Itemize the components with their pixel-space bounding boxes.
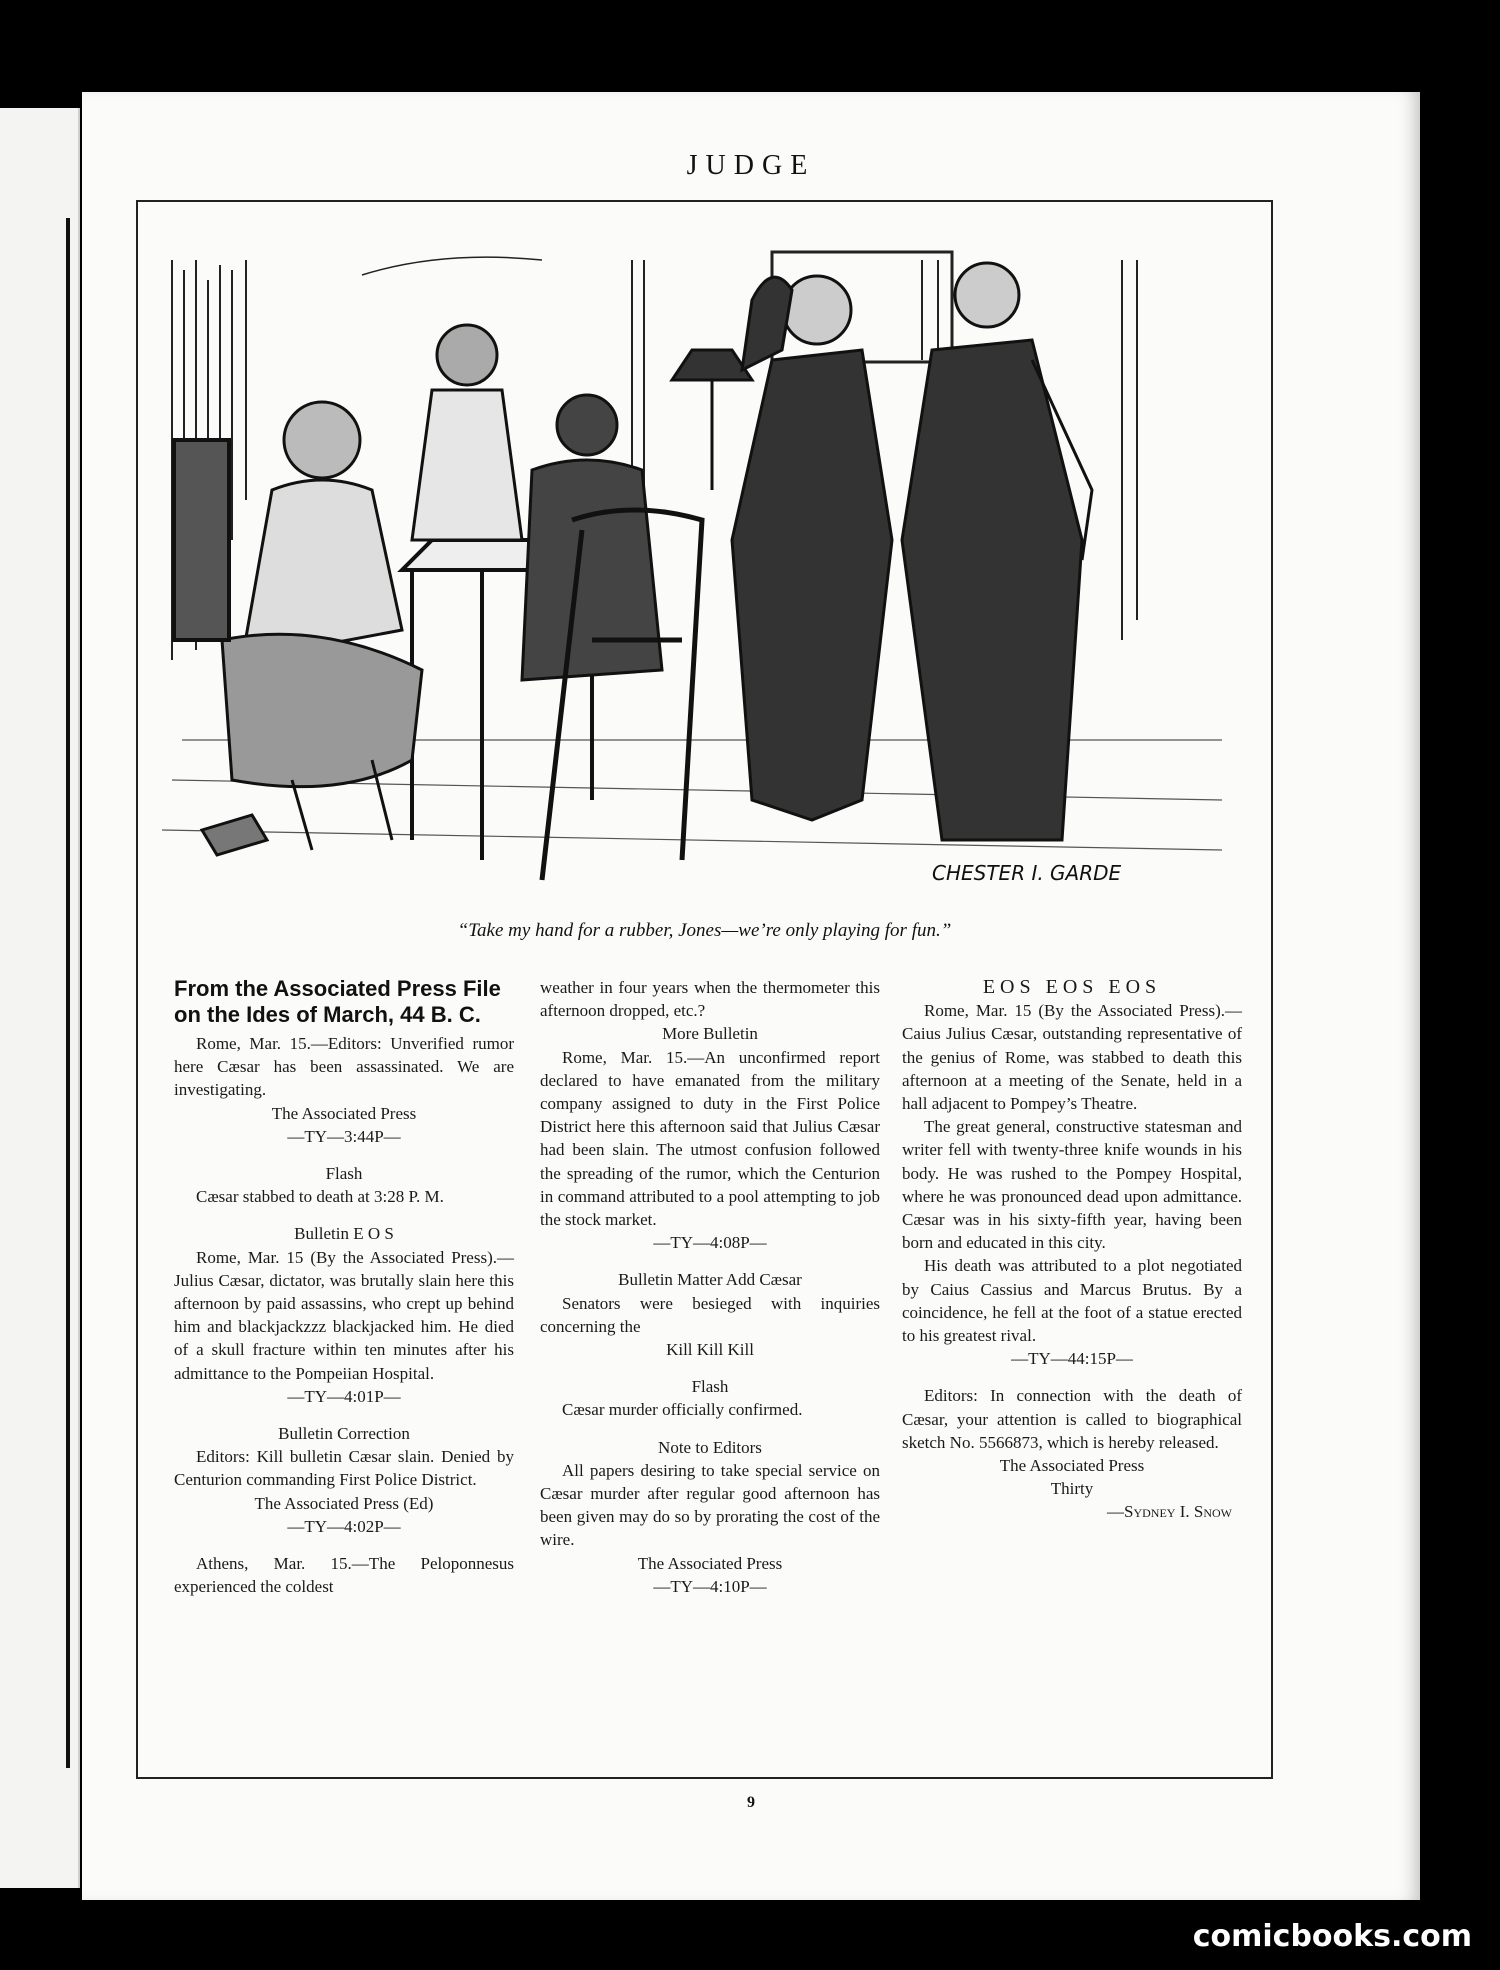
kill-line: Kill Kill Kill xyxy=(666,1340,754,1360)
continuation-paragraph: weather in four years when the thermometer this afternoon dropped, etc.? xyxy=(540,978,880,1021)
story-paragraph-2: The great general, constructive statesman and writer fell with twenty-three knife wounds in his body. He was rushed to the Pompey Hospital, where he was pronounced dead upon admittance. Cæsar was in his sixty-fifth year, having been born and educated in this city. xyxy=(902,1117,1242,1253)
site-watermark: comicbooks.com xyxy=(1192,1919,1472,1954)
headline-line-2: on the Ides of March, 44 B. C. xyxy=(174,1002,481,1027)
section-head-eos: EOS EOS EOS xyxy=(982,976,1162,998)
timestamp: —TY—44:15P— xyxy=(1011,1349,1133,1369)
story-paragraph-1: Rome, Mar. 15 (By the Associated Press).—Caius Julius Cæsar, outstanding representative of the genius of Rome, was stabbed to death this afternoon at a meeting of the Senate, held in a hall adjacent to Pompey’s Theatre. xyxy=(902,1001,1242,1114)
press-signature: The Associated Press xyxy=(271,1103,417,1123)
timestamp: —TY—4:10P— xyxy=(653,1576,767,1596)
section-head-flash: Flash xyxy=(691,1377,729,1397)
correction-paragraph: Editors: Kill bulletin Cæsar slain. Denied by Centurion commanding First Police District. xyxy=(174,1447,514,1490)
story-paragraph-3: His death was attributed to a plot negotiated by Caius Cassius and Marcus Brutus. By a coincidence, he fell at the foot of a statue erected to his greatest rival. xyxy=(902,1256,1242,1346)
adjacent-page-edge xyxy=(0,108,80,1888)
headline-line-1: From the Associated Press File xyxy=(174,976,501,1001)
content-frame xyxy=(136,200,1273,1779)
flash-paragraph: Cæsar murder officially confirmed. xyxy=(562,1400,803,1420)
timestamp: —TY—4:01P— xyxy=(287,1386,401,1406)
section-head-matter-add: Bulletin Matter Add Cæsar xyxy=(618,1270,802,1290)
column-1 xyxy=(174,976,514,1598)
press-signature: The Associated Press xyxy=(637,1553,783,1573)
magazine-page xyxy=(82,92,1420,1900)
timestamp: —TY—4:08P— xyxy=(653,1233,767,1253)
timestamp: —TY—3:44P— xyxy=(287,1126,401,1146)
section-head-flash: Flash xyxy=(325,1164,363,1184)
bulletin-paragraph: Rome, Mar. 15 (By the Associated Press).—Julius Cæsar, dictator, was brutally slain here this afternoon by paid assassins, who crept up behind him and blackjackzzz blackjacked him. He died of a skull fracture within ten minutes after his admittance to the Pompeiian Hospital. xyxy=(174,1247,514,1383)
artist-signature: CHESTER I. GARDE xyxy=(932,861,1122,885)
article-headline xyxy=(174,976,514,1028)
section-head-bulletin: Bulletin E O S xyxy=(294,1224,394,1244)
text-columns xyxy=(174,976,1240,1756)
editors-paragraph: Editors: In connection with the death of Cæsar, your attention is called to biographical sketch No. 5566873, which is hereby released. xyxy=(902,1386,1242,1452)
press-signature: The Associated Press (Ed) xyxy=(254,1493,434,1513)
page-number: 9 xyxy=(747,1794,755,1811)
press-signature: The Associated Press xyxy=(999,1456,1145,1476)
thirty-line: Thirty xyxy=(1050,1479,1094,1499)
athens-paragraph: Athens, Mar. 15.—The Peloponnesus experienced the coldest xyxy=(174,1554,514,1597)
author-byline: —Sydney I. Snow xyxy=(1107,1502,1232,1522)
more-bulletin-paragraph: Rome, Mar. 15.—An unconfirmed report declared to have emanated from the military company assigned to duty in the First Police District here this afternoon said that Julius Cæsar had been slain. The utmost confusion followed the spreading of the rumor, which the Centurion in command attributed to a pool attempting to job the stock market. xyxy=(540,1047,880,1230)
running-head: JUDGE xyxy=(686,150,816,181)
flash-paragraph: Cæsar stabbed to death at 3:28 P. M. xyxy=(196,1187,444,1207)
section-head-note: Note to Editors xyxy=(658,1437,762,1457)
lede-paragraph: Rome, Mar. 15.—Editors: Unverified rumor here Cæsar has been assassinated. We are investigating. xyxy=(174,1034,514,1100)
column-2 xyxy=(540,976,880,1598)
timestamp: —TY—4:02P— xyxy=(287,1516,401,1536)
section-head-correction: Bulletin Correction xyxy=(278,1424,410,1444)
cartoon-illustration xyxy=(162,240,1242,890)
column-3 xyxy=(902,976,1242,1524)
note-paragraph: All papers desiring to take special service on Cæsar murder after regular good afternoon has been given may do so by prorating the cost of the wire. xyxy=(540,1460,880,1550)
section-head-more-bulletin: More Bulletin xyxy=(662,1024,758,1044)
adjacent-page-border xyxy=(66,218,70,1768)
matter-paragraph: Senators were besieged with inquiries concerning the xyxy=(540,1293,880,1336)
cartoon-caption: “Take my hand for a rubber, Jones—we’re only playing for fun.” xyxy=(457,920,952,941)
